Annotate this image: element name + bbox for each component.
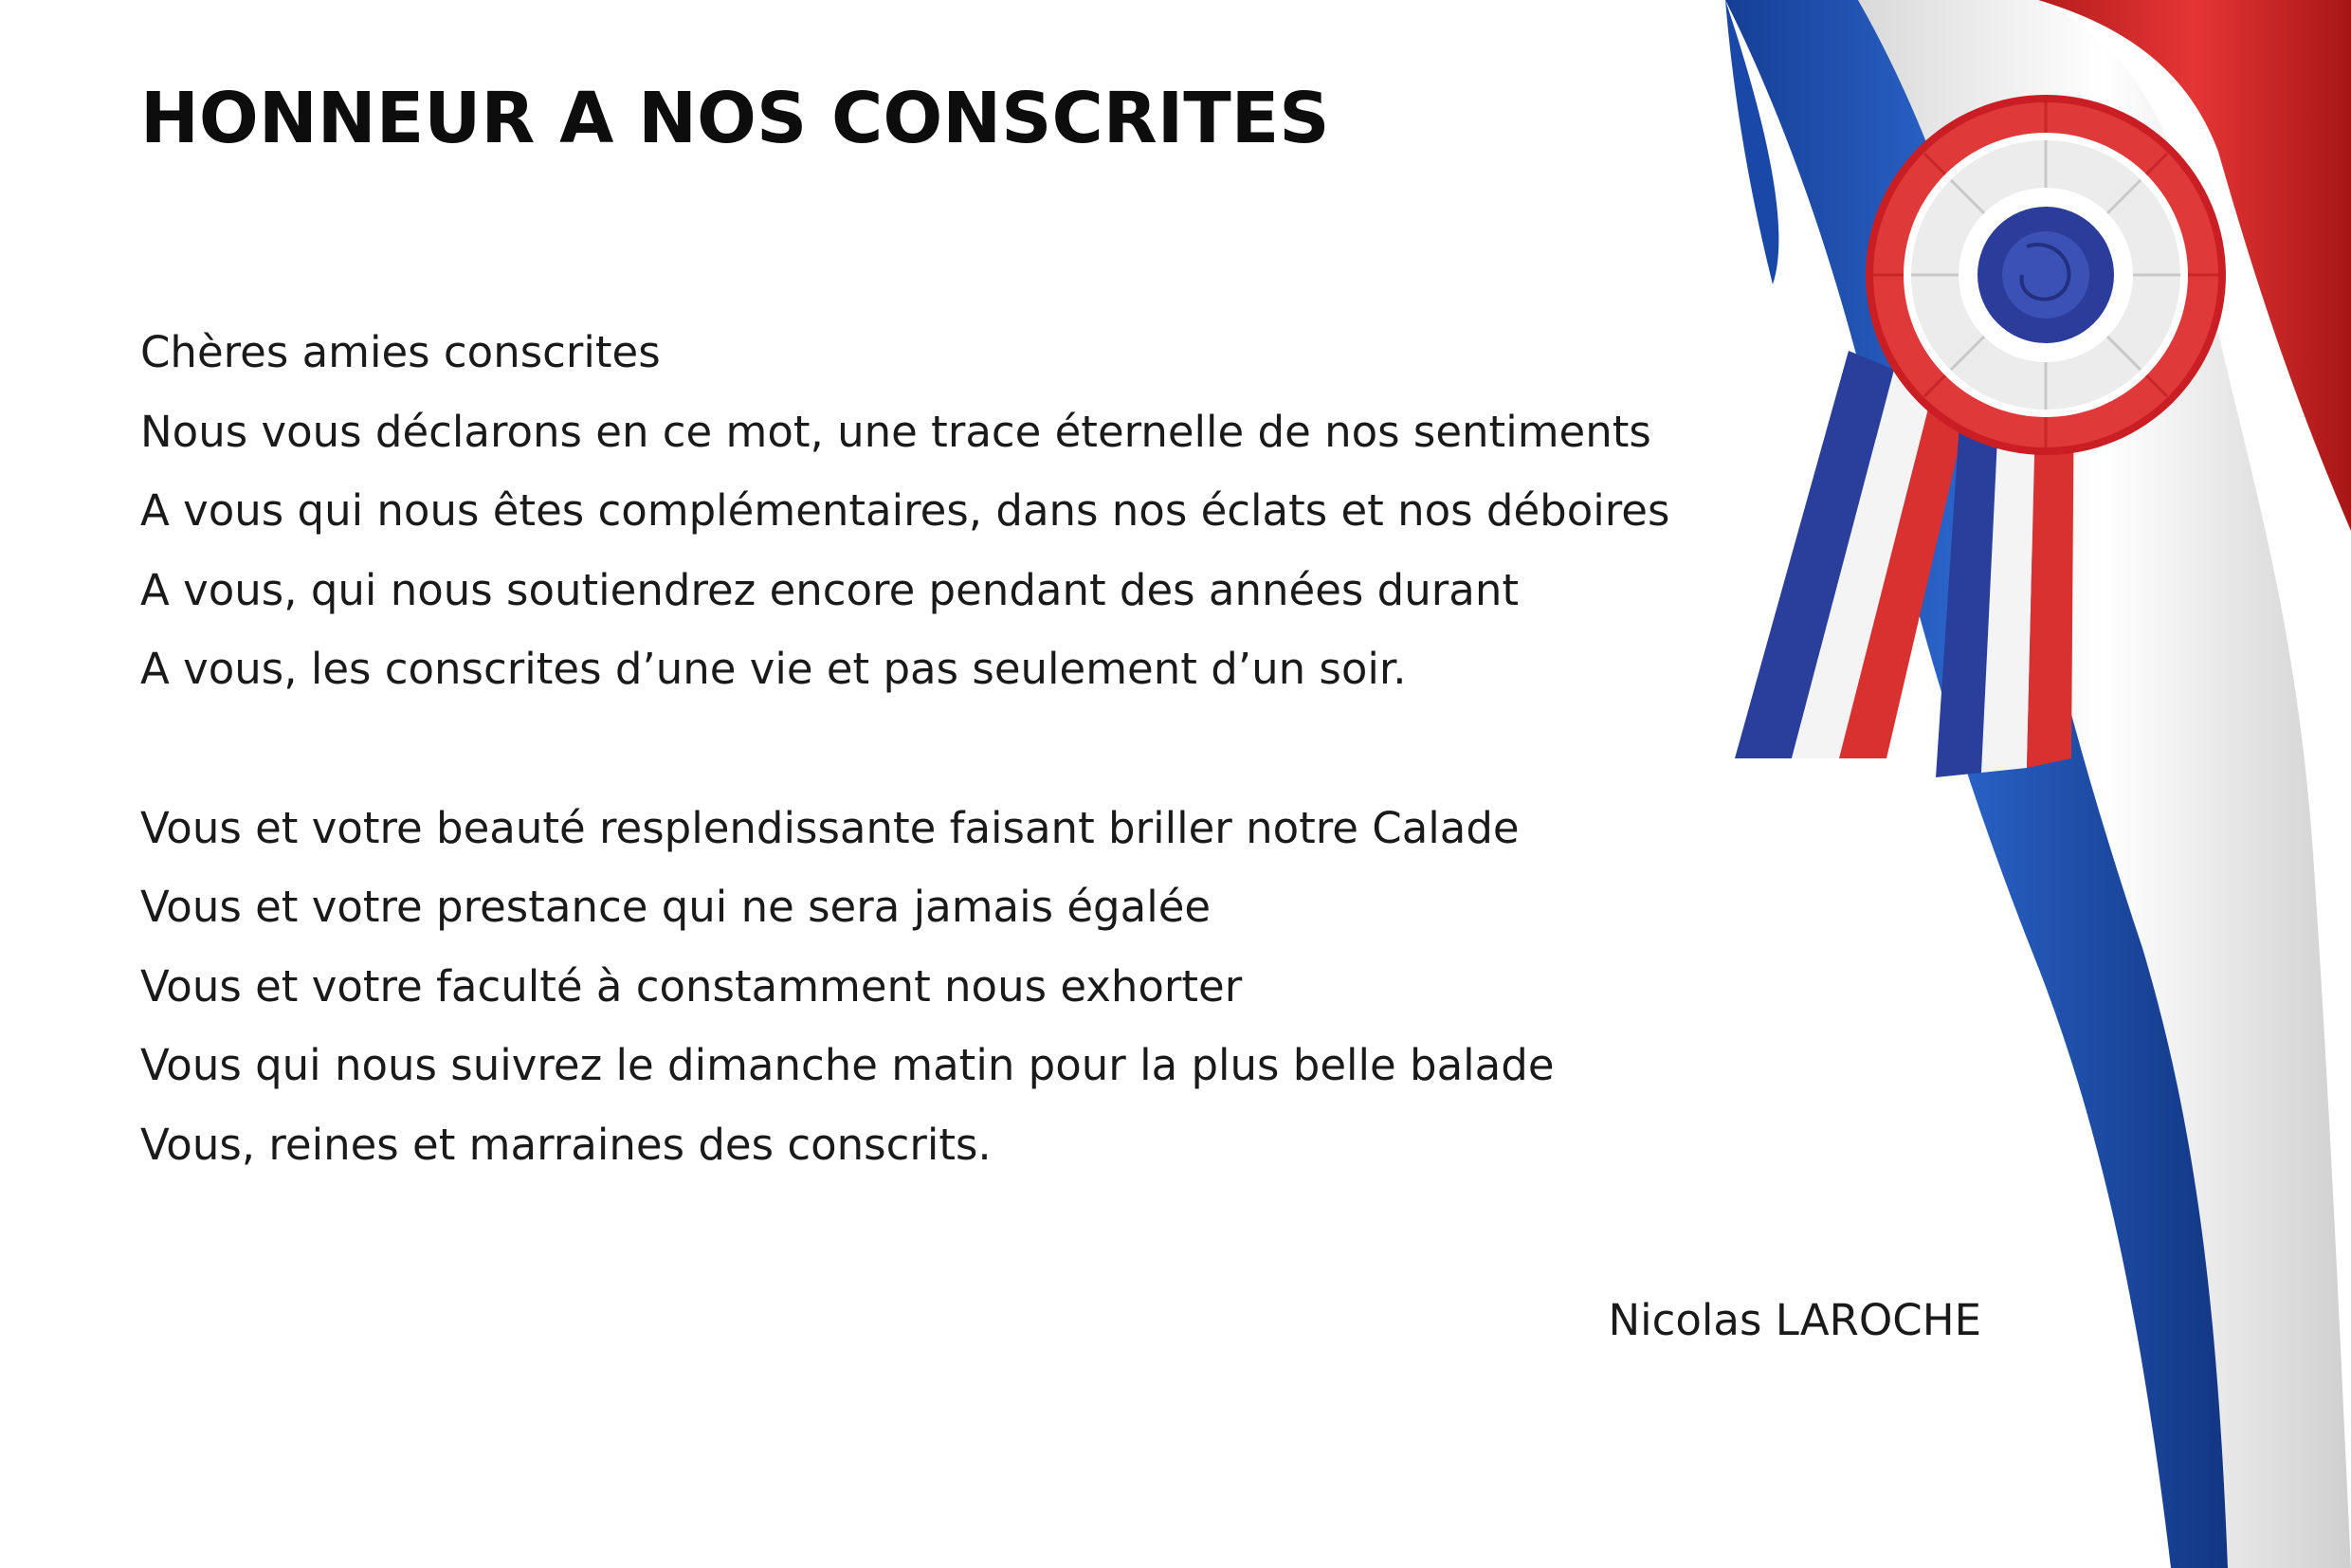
poem-title: HONNEUR A NOS CONSCRITES (140, 78, 1330, 159)
poem-line: A vous, les conscrites d’une vie et pas seulement d’un soir. (140, 644, 1407, 694)
poem-body (140, 313, 1752, 1264)
poem-line: Vous et votre beauté resplendissante faisant briller notre Calade (140, 802, 1520, 853)
cockade-rosette (1866, 95, 2226, 455)
author-signature: Nicolas LAROCHE (1608, 1295, 1981, 1345)
poem-line: Vous qui nous suivrez le dimanche matin pour la plus belle balade (140, 1040, 1555, 1090)
stanza-2 (140, 789, 1752, 1185)
poem-line: Vous, reines et marraines des conscrits. (140, 1119, 992, 1170)
poem-line: A vous, qui nous soutiendrez encore pendant des années durant (140, 564, 1519, 615)
stanza-1 (140, 313, 1752, 709)
poem-line: A vous qui nous êtes complémentaires, dans nos éclats et nos déboires (140, 485, 1670, 536)
poem-line: Chères amies conscrites (140, 327, 661, 377)
poem-line: Vous et votre prestance qui ne sera jamais égalée (140, 882, 1212, 932)
poem-line: Vous et votre faculté à constamment nous exhorter (140, 960, 1243, 1012)
poem-line: Nous vous déclarons en ce mot, une trace éternelle de nos sentiments (140, 406, 1651, 457)
tricolor-sash-decoration (1725, 0, 2351, 1568)
